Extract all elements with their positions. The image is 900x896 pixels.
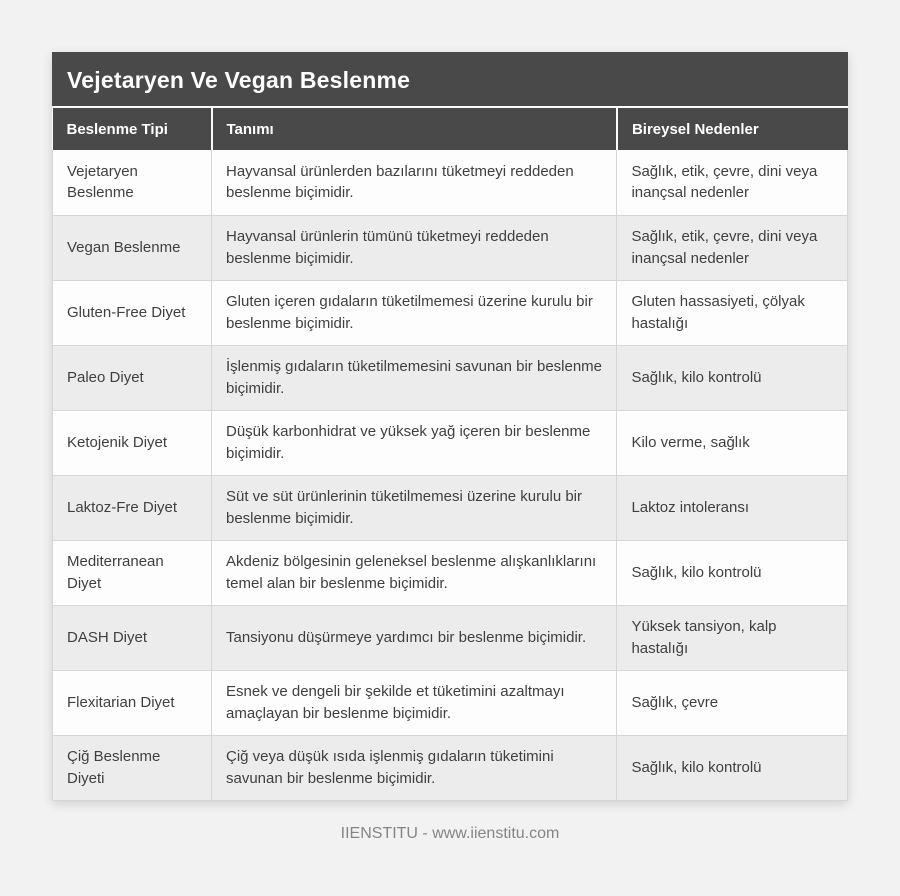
table-row [53,540,848,605]
nutrition-table [52,108,848,801]
table-header-row [53,108,848,150]
reasons-cell: Sağlık, kilo kontrolü [617,735,848,800]
table-row [53,280,848,345]
reasons-cell: Gluten hassasiyeti, çölyak hastalığı [617,280,848,345]
diet-type-cell: Laktoz-Fre Diyet [53,475,212,540]
table-row [53,345,848,410]
column-header-3: Bireysel Nedenler [617,108,848,150]
diet-type-cell: DASH Diyet [53,605,212,670]
diet-type-cell: Çiğ Beslenme Diyeti [53,735,212,800]
table-row [53,670,848,735]
reasons-cell: Sağlık, kilo kontrolü [617,540,848,605]
definition-cell: Tansiyonu düşürmeye yardımcı bir beslenme biçimidir. [212,605,617,670]
reasons-cell: Sağlık, kilo kontrolü [617,345,848,410]
definition-cell: İşlenmiş gıdaların tüketilmemesini savunan bir beslenme biçimidir. [212,345,617,410]
definition-cell: Gluten içeren gıdaların tüketilmemesi üzerine kurulu bir beslenme biçimidir. [212,280,617,345]
table-title: Vejetaryen Ve Vegan Beslenme [52,52,848,108]
reasons-cell: Sağlık, etik, çevre, dini veya inançsal nedenler [617,215,848,280]
definition-cell: Akdeniz bölgesinin geleneksel beslenme alışkanlıklarını temel alan bir beslenme biçimidir. [212,540,617,605]
definition-cell: Süt ve süt ürünlerinin tüketilmemesi üzerine kurulu bir beslenme biçimidir. [212,475,617,540]
column-header-1: Beslenme Tipi [53,108,212,150]
definition-cell: Hayvansal ürünlerin tümünü tüketmeyi reddeden beslenme biçimidir. [212,215,617,280]
diet-type-cell: Vegan Beslenme [53,215,212,280]
table-row [53,735,848,800]
diet-type-cell: Flexitarian Diyet [53,670,212,735]
diet-type-cell: Vejetaryen Beslenme [53,150,212,215]
diet-type-cell: Mediterranean Diyet [53,540,212,605]
column-header-2: Tanımı [212,108,617,150]
table-row [53,605,848,670]
table-row [53,215,848,280]
diet-type-cell: Paleo Diyet [53,345,212,410]
definition-cell: Düşük karbonhidrat ve yüksek yağ içeren bir beslenme biçimidir. [212,410,617,475]
reasons-cell: Kilo verme, sağlık [617,410,848,475]
definition-cell: Çiğ veya düşük ısıda işlenmiş gıdaların tüketimini savunan bir beslenme biçimidir. [212,735,617,800]
reasons-cell: Sağlık, etik, çevre, dini veya inançsal nedenler [617,150,848,215]
definition-cell: Esnek ve dengeli bir şekilde et tüketimini azaltmayı amaçlayan bir beslenme biçimidir. [212,670,617,735]
reasons-cell: Sağlık, çevre [617,670,848,735]
table-row [53,475,848,540]
footer-credit: IIENSTITU - www.iienstitu.com [340,825,560,842]
table-row [53,150,848,215]
reasons-cell: Laktoz intoleransı [617,475,848,540]
definition-cell: Hayvansal ürünlerden bazılarını tüketmeyi reddeden beslenme biçimidir. [212,150,617,215]
diet-type-cell: Gluten-Free Diyet [53,280,212,345]
table-row [53,410,848,475]
reasons-cell: Yüksek tansiyon, kalp hastalığı [617,605,848,670]
table-body [53,150,848,800]
diet-type-cell: Ketojenik Diyet [53,410,212,475]
nutrition-table-card [52,52,848,801]
